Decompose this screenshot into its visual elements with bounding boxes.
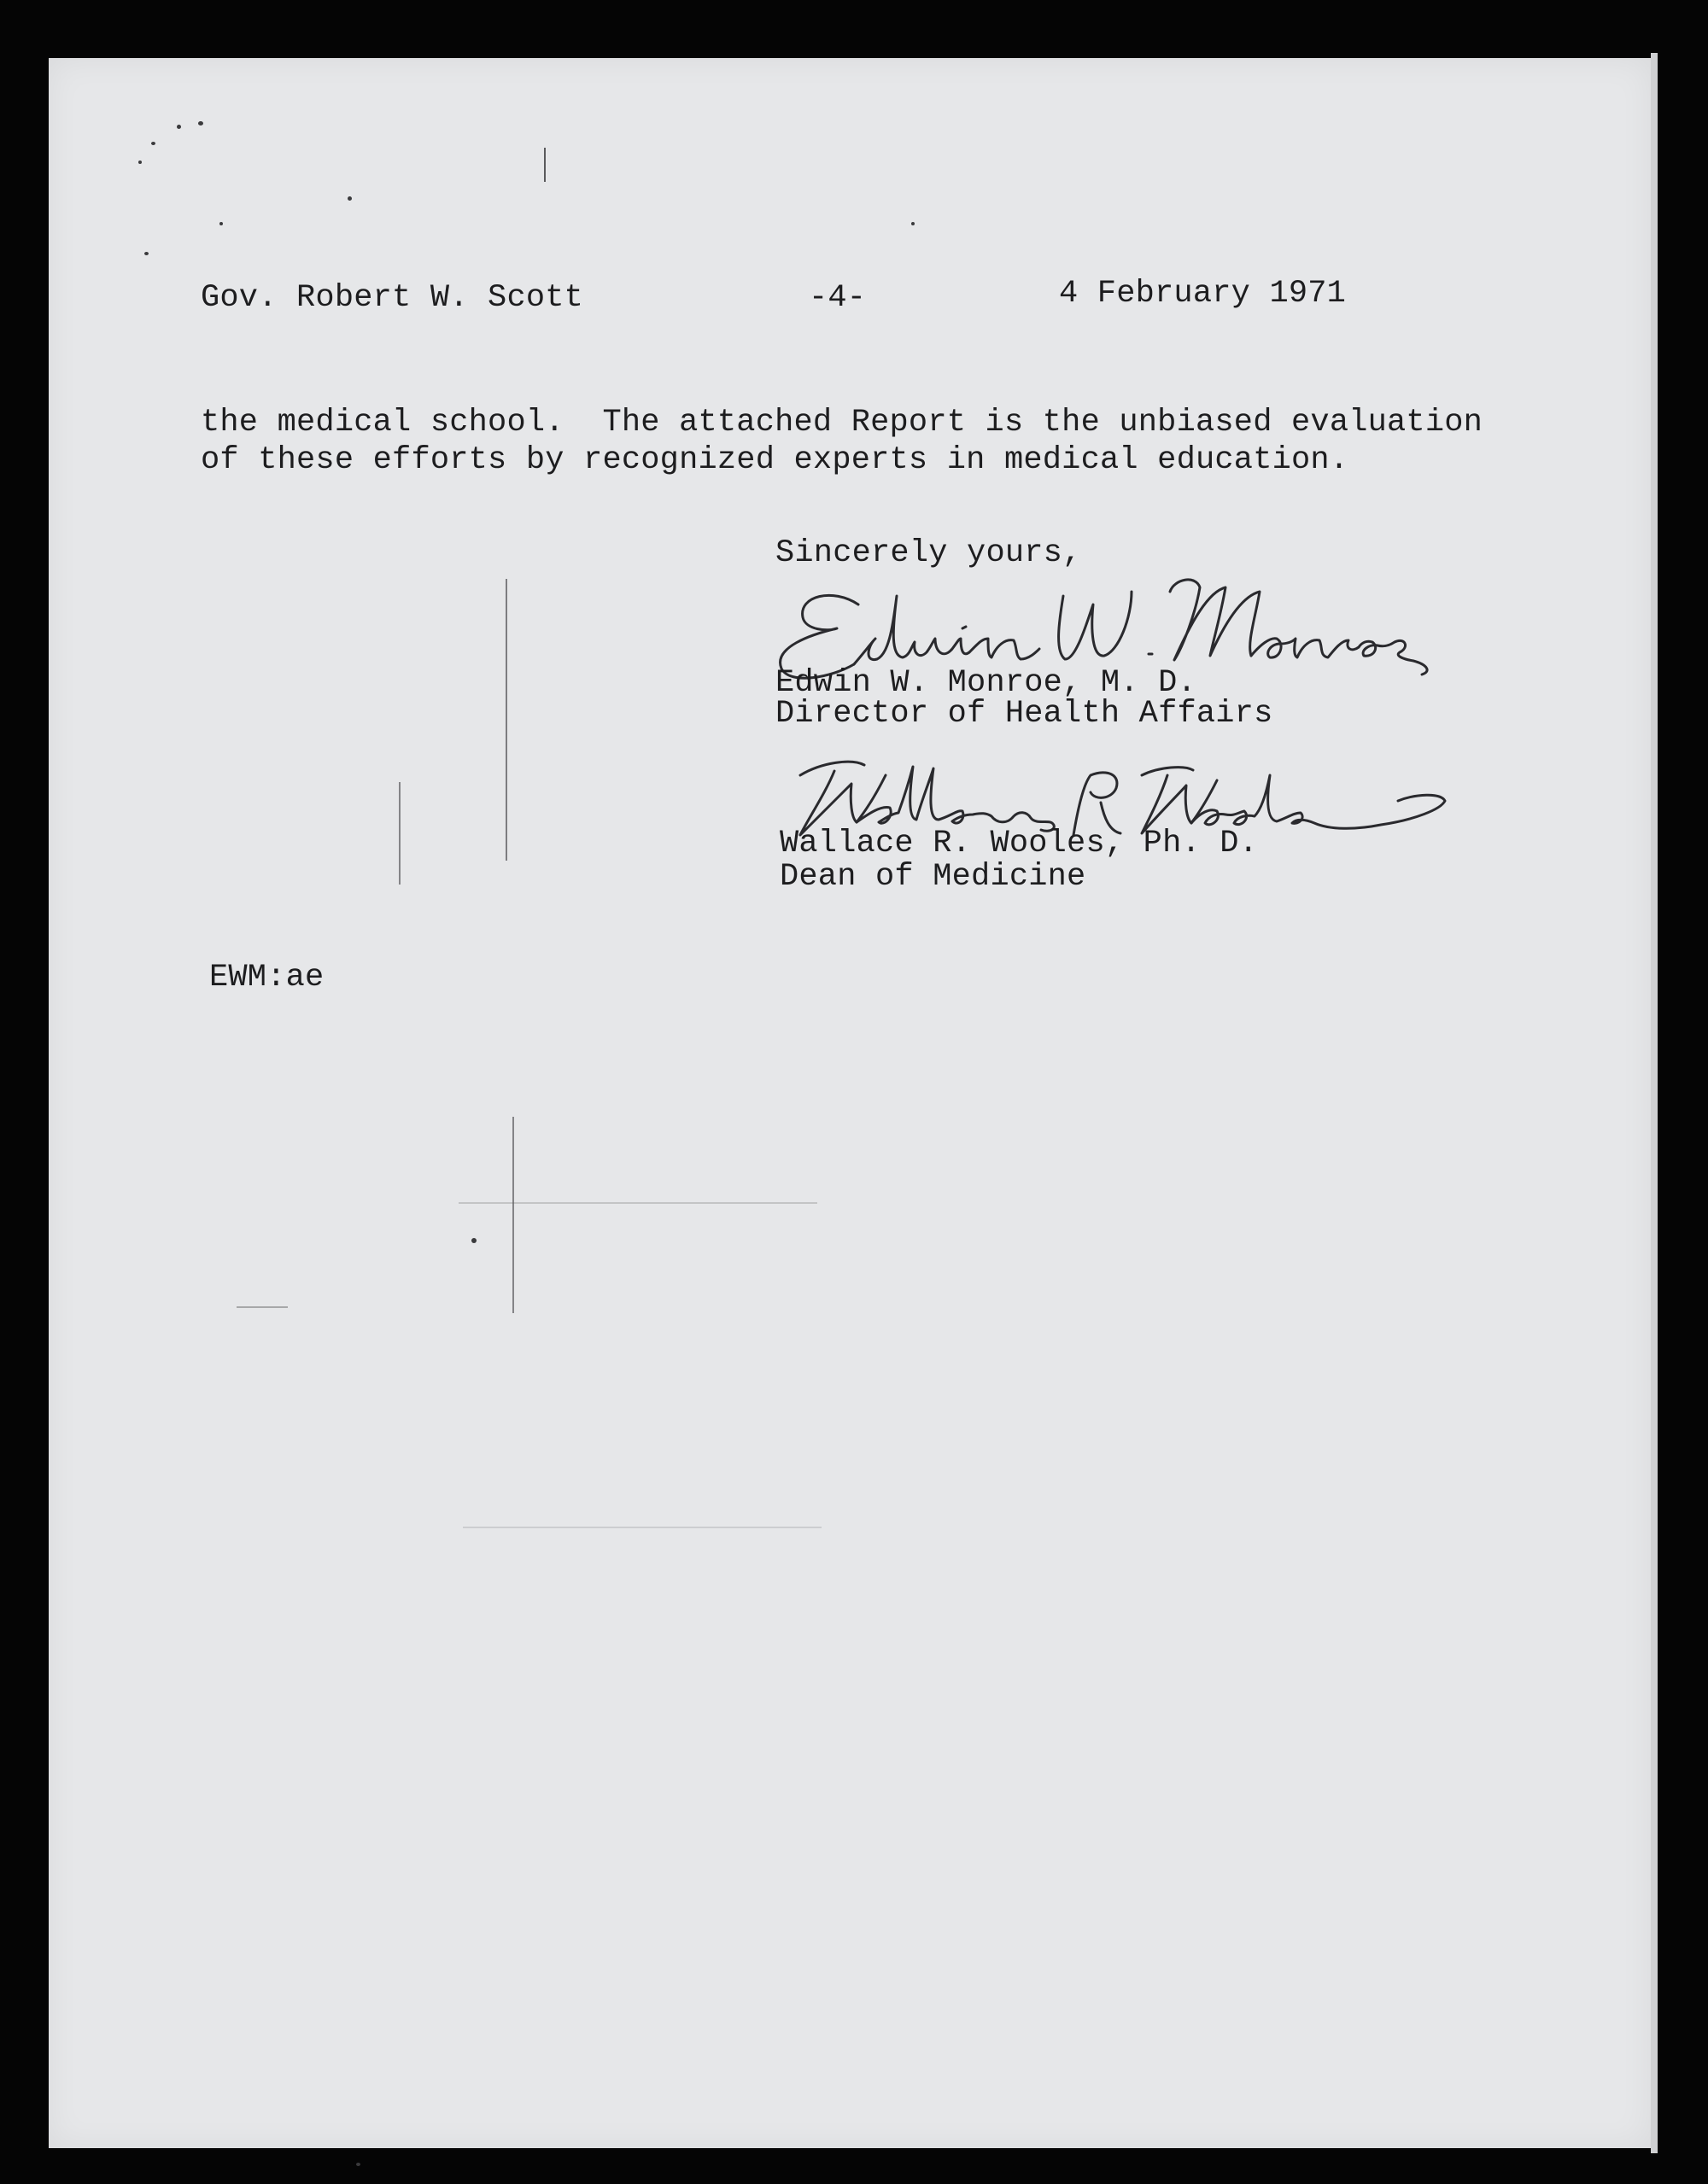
speck [144, 252, 149, 255]
speck [219, 222, 223, 225]
signatory-name-wooles: Wallace R. Wooles, Ph. D. [780, 826, 1259, 861]
paper-edge [1651, 53, 1658, 2153]
speck [471, 1238, 477, 1243]
speck [356, 2163, 360, 2166]
addressee: Gov. Robert W. Scott [201, 280, 584, 316]
typist-initials: EWM:ae [209, 960, 325, 996]
speck [138, 161, 142, 164]
speck [151, 142, 155, 145]
body-line: of these efforts by recognized experts in medical education. [201, 442, 1349, 478]
stray-line [544, 148, 546, 182]
stray-line [237, 1306, 288, 1308]
stray-line [463, 1527, 822, 1528]
stray-line [399, 782, 401, 885]
speck [177, 125, 181, 129]
letter-date: 4 February 1971 [1059, 276, 1347, 312]
signatory-title-monroe: Director of Health Affairs [775, 696, 1273, 732]
speck [348, 196, 352, 201]
page-number: -4- [809, 280, 867, 316]
body-line: the medical school. The attached Report is the unbiased evaluation [201, 405, 1483, 441]
letter-page [49, 58, 1651, 2148]
speck [911, 222, 915, 225]
closing: Sincerely yours, [775, 535, 1082, 571]
stray-line [506, 579, 507, 861]
stray-line [459, 1202, 817, 1204]
stray-line [512, 1117, 514, 1313]
speck [198, 121, 203, 126]
signatory-name-monroe: Edwin W. Monroe, M. D. [775, 665, 1196, 701]
signatory-title-wooles: Dean of Medicine [780, 859, 1086, 895]
